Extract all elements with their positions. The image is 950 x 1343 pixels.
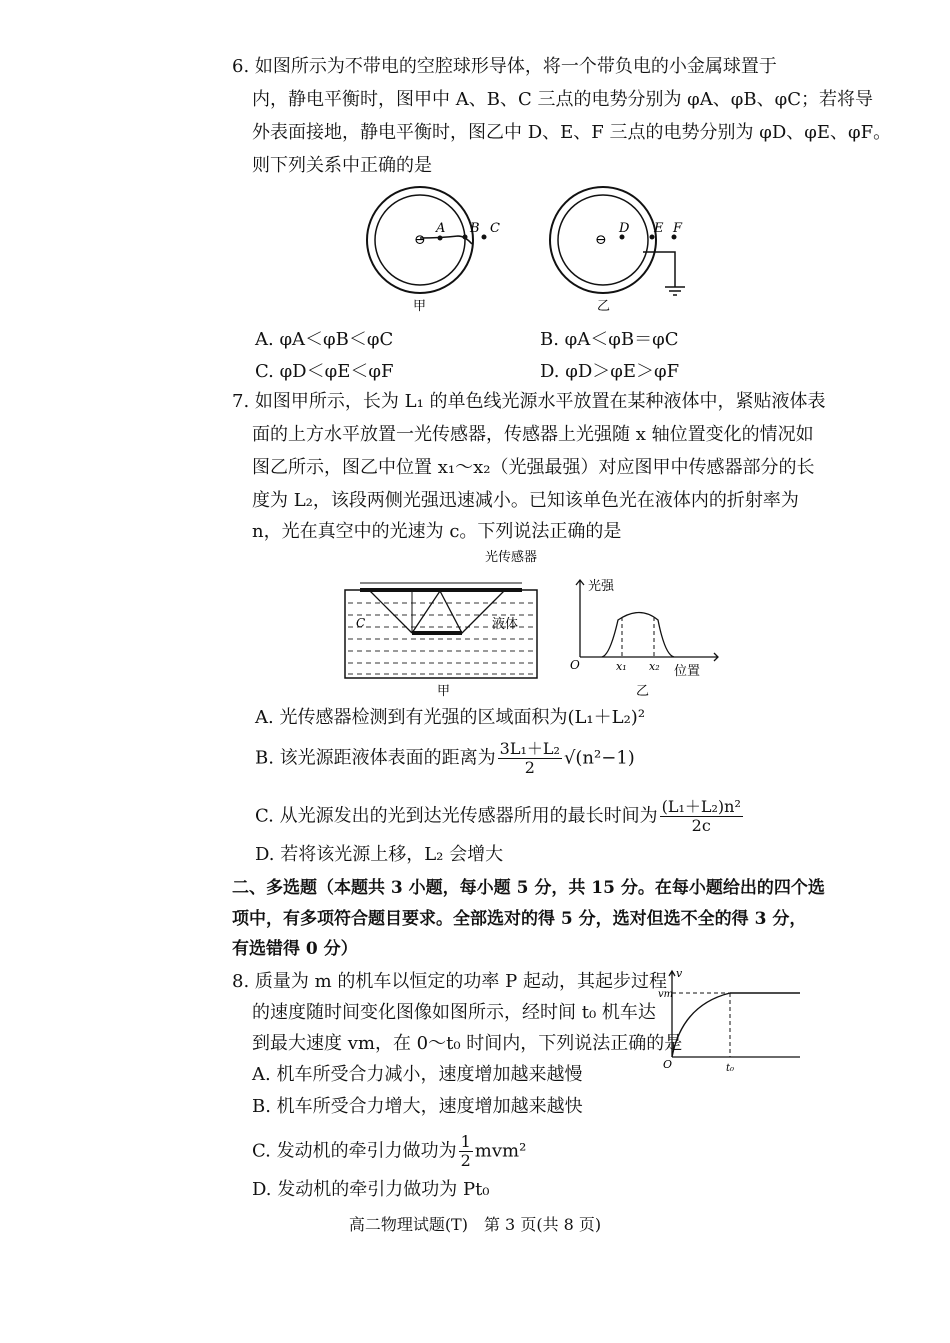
q8-option-c bbox=[252, 1133, 526, 1170]
q6-figure bbox=[360, 182, 700, 322]
q7-option-c-numerator: (L₁＋L₂)n² bbox=[661, 797, 741, 816]
q6-charge-jia: ⊖ bbox=[414, 232, 426, 248]
q7-caption-yi: 乙 bbox=[636, 684, 650, 699]
q6-label-c: C bbox=[490, 221, 500, 236]
q7-option-b-numerator: 3L₁＋L₂ bbox=[499, 739, 560, 758]
q6-label-b: B bbox=[470, 221, 480, 236]
q8-line-3: 到最大速度 vm，在 0～t₀ 时间内，下列说法正确的是 bbox=[252, 1033, 683, 1054]
q7-axis-y-label: 光强 bbox=[588, 579, 615, 594]
q8-option-c-denominator: 2 bbox=[460, 1151, 471, 1170]
q6-caption-jia: 甲 bbox=[413, 299, 427, 314]
q8-option-b: B. 机车所受合力增大，速度增加越来越快 bbox=[252, 1096, 583, 1117]
q7-option-c-denominator: 2c bbox=[691, 816, 711, 835]
q6-label-e: E bbox=[654, 221, 664, 236]
page-footer: 高二物理试题(T) 第 3 页(共 8 页) bbox=[348, 1215, 602, 1234]
q7-option-b-denominator: 2 bbox=[524, 758, 535, 777]
q6-caption-yi: 乙 bbox=[597, 299, 611, 314]
q7-option-b-text: B. 该光源距液体表面的距离为 bbox=[255, 747, 496, 769]
q7-line-3: 图乙所示，图乙中位置 x₁～x₂（光强最强）对应图甲中传感器部分的长 bbox=[252, 457, 815, 478]
q8-option-c-text: C. 发动机的牵引力做功为 bbox=[252, 1140, 457, 1162]
q7-figure bbox=[340, 545, 720, 700]
q7-line-4: 度为 L₂，该段两侧光强迅速减小。已知该单色光在液体内的折射率为 bbox=[252, 490, 799, 511]
q8-option-c-tail: mvm² bbox=[474, 1140, 527, 1162]
q8-axis-v-label: v bbox=[676, 967, 683, 980]
q7-label-c: C bbox=[356, 616, 366, 630]
q8-vm-label: vm bbox=[658, 989, 674, 1000]
q7-option-c-fraction bbox=[660, 798, 743, 835]
q6-label-a: A bbox=[436, 221, 446, 236]
q7-line-5: n，光在真空中的光速为 c。下列说法正确的是 bbox=[252, 521, 622, 542]
q6-option-a: A. φA＜φB＜φC bbox=[255, 329, 394, 350]
section2-line-1: 二、多选题（本题共 3 小题，每小题 5 分，共 15 分。在每小题给出的四个选 bbox=[232, 878, 825, 898]
q7-option-b-fraction bbox=[498, 740, 562, 777]
section2-line-3: 有选错得 0 分） bbox=[232, 939, 358, 959]
q6-line-2: 内，静电平衡时，图甲中 A、B、C 三点的电势分别为 φA、φB、φC；若将导 bbox=[252, 89, 873, 110]
q8-line-1: 8. 质量为 m 的机车以恒定的功率 P 起动，其起步过程 bbox=[232, 971, 667, 992]
q8-option-c-fraction bbox=[459, 1133, 473, 1170]
q6-line-4: 则下列关系中正确的是 bbox=[252, 155, 432, 176]
q7-liquid-label: 液体 bbox=[492, 617, 519, 632]
q6-line-1: 6. 如图所示为不带电的空腔球形导体，将一个带负电的小金属球置于 bbox=[232, 56, 777, 77]
section2-line-2: 项中，有多项符合题目要求。全部选对的得 5 分，选对但选不全的得 3 分， bbox=[232, 909, 807, 929]
q6-label-d: D bbox=[619, 221, 630, 236]
q6-line-3: 外表面接地，静电平衡时，图乙中 D、E、F 三点的电势分别为 φD、φE、φF。 bbox=[252, 122, 892, 143]
q6-label-f: F bbox=[673, 221, 683, 236]
q7-sensor-label: 光传感器 bbox=[485, 550, 538, 565]
q8-option-d: D. 发动机的牵引力做功为 Pt₀ bbox=[252, 1179, 490, 1200]
q7-x2-label: x₂ bbox=[649, 660, 660, 673]
q7-option-a: A. 光传感器检测到有光强的区域面积为(L₁＋L₂)² bbox=[255, 707, 646, 728]
q6-option-c: C. φD＜φE＜φF bbox=[255, 361, 394, 382]
q7-option-c-text: C. 从光源发出的光到达光传感器所用的最长时间为 bbox=[255, 805, 658, 827]
q7-x1-label: x₁ bbox=[616, 660, 627, 673]
q8-figure bbox=[660, 965, 805, 1075]
q7-caption-jia: 甲 bbox=[437, 684, 451, 699]
q8-option-c-numerator: 1 bbox=[460, 1132, 471, 1151]
q6-option-d: D. φD＞φE＞φF bbox=[540, 361, 680, 382]
q8-t0-label: t₀ bbox=[726, 1063, 735, 1074]
q7-option-b bbox=[255, 740, 635, 777]
q8-line-2: 的速度随时间变化图像如图所示，经时间 t₀ 机车达 bbox=[252, 1002, 656, 1023]
q7-option-b-tail: √(n²−1) bbox=[563, 747, 635, 769]
q6-charge-yi: ⊖ bbox=[595, 232, 607, 248]
q7-option-d: D. 若将该光源上移，L₂ 会增大 bbox=[255, 844, 504, 865]
q7-axis-x-label: 位置 bbox=[674, 664, 701, 679]
q8-origin-label: O bbox=[663, 1058, 673, 1071]
q8-option-a: A. 机车所受合力减小，速度增加越来越慢 bbox=[252, 1064, 583, 1085]
q6-option-b: B. φA＜φB＝φC bbox=[540, 329, 679, 350]
q7-line-2: 面的上方水平放置一光传感器，传感器上光强随 x 轴位置变化的情况如 bbox=[252, 424, 814, 445]
q7-option-c bbox=[255, 798, 745, 835]
q7-origin-label: O bbox=[570, 658, 580, 672]
q7-line-1: 7. 如图甲所示，长为 L₁ 的单色线光源水平放置在某种液体中，紧贴液体表 bbox=[232, 391, 826, 412]
